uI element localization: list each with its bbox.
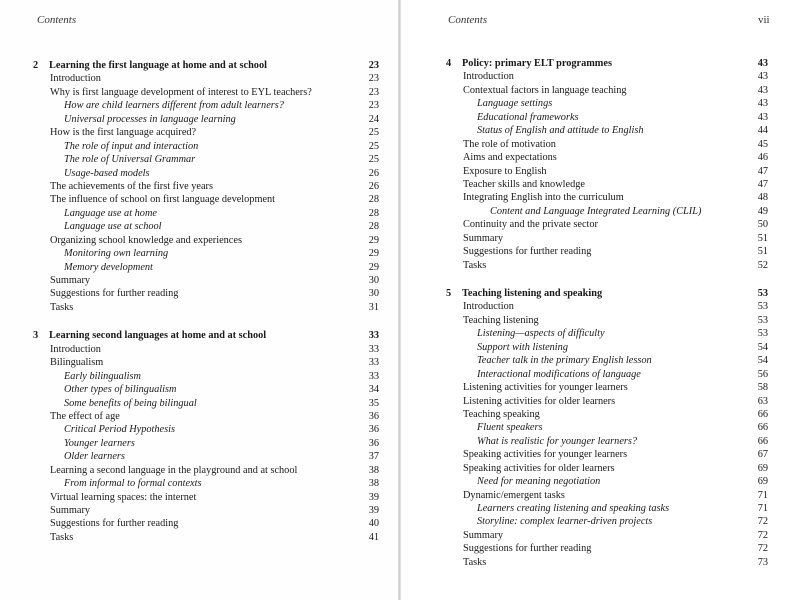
toc-section-entry[interactable]	[446, 462, 768, 475]
entry-title: Tasks	[50, 531, 74, 543]
page-ref: 26	[368, 180, 379, 192]
entry-title: Tasks	[463, 556, 487, 568]
chapter-title-text: Policy: primary ELT programmes	[462, 58, 612, 69]
entry-title: Universal processes in language learning	[64, 113, 236, 125]
entry-title: Speaking activities for older learners	[463, 462, 615, 474]
page-ref: 39	[368, 491, 379, 503]
page-ref: 33	[368, 343, 379, 355]
entry-title: Summary	[50, 275, 91, 286]
toc-subsection-entry[interactable]	[446, 421, 768, 434]
entry-title: Fluent speakers	[477, 422, 543, 434]
page-ref: 25	[368, 140, 379, 152]
page-ref: 38	[368, 478, 379, 490]
page-ref: 39	[368, 505, 379, 516]
page-ref: 66	[757, 408, 768, 420]
page-ref: 66	[757, 435, 768, 447]
toc-subsection-entry[interactable]	[446, 502, 768, 515]
chapter-title	[446, 287, 602, 300]
page-ref: 23	[368, 73, 379, 85]
entry-title: Contextual factors in language teaching	[463, 84, 627, 96]
toc-chapter-heading[interactable]	[446, 57, 768, 70]
page-ref: 73	[757, 556, 768, 568]
entry-title: Summary	[463, 529, 504, 541]
page-ref: 34	[368, 384, 379, 396]
page-ref: 23	[368, 86, 379, 98]
entry-title: Suggestions for further reading	[50, 518, 179, 530]
entry-title: The effect of age	[50, 410, 120, 422]
page-ref: 36	[368, 410, 379, 422]
entry-title: Summary	[50, 505, 91, 516]
toc-section-entry[interactable]	[446, 542, 768, 555]
toc-subsection-entry[interactable]	[446, 327, 768, 340]
page-ref: 45	[757, 138, 768, 150]
entry-title: Listening activities for older learners	[463, 395, 616, 407]
page-ref: 33	[368, 330, 379, 342]
entry-title: Suggestions for further reading	[50, 288, 179, 300]
entry-title: Other types of bilingualism	[64, 384, 177, 396]
page-ref: 23	[368, 60, 379, 71]
page-ref: 43	[757, 84, 768, 96]
chapter-number: 5	[446, 288, 452, 299]
page-ref: 38	[368, 464, 379, 476]
page-ref: 29	[368, 248, 379, 260]
chapter-number: 2	[33, 60, 39, 71]
entry-title: Critical Period Hypothesis	[64, 424, 175, 436]
entry-title: The role of input and interaction	[64, 140, 199, 152]
page-ref: 37	[368, 451, 379, 463]
toc-subsection-entry[interactable]	[446, 435, 768, 448]
toc-section-entry[interactable]	[446, 448, 768, 461]
page-ref: 49	[757, 205, 768, 217]
page-ref: 36	[368, 424, 379, 436]
entry-title: Learners creating listening and speaking tasks	[477, 503, 670, 514]
toc-section-entry[interactable]	[446, 151, 768, 164]
page-ref: 40	[368, 518, 379, 530]
page-ref: 53	[757, 328, 768, 340]
entry-title: Listening activities for younger learners	[463, 382, 628, 394]
entry-title: Continuity and the private sector	[463, 219, 598, 231]
entry-title: Teaching speaking	[463, 408, 540, 420]
chapter-number: 4	[446, 58, 452, 69]
entry-title: Exposure to English	[463, 165, 547, 177]
page-ref: 25	[368, 154, 379, 166]
entry-title: Older learners	[64, 451, 125, 463]
page-ref: 48	[757, 192, 768, 204]
page-ref: 72	[757, 543, 768, 555]
entry-title: The role of motivation	[463, 138, 556, 150]
page-ref: 47	[757, 165, 768, 177]
toc-subsection-entry[interactable]	[446, 368, 768, 381]
entry-title: How are child learners different from adult learners?	[64, 100, 284, 112]
toc-section-entry[interactable]	[446, 395, 768, 408]
page-ref: 63	[757, 395, 768, 407]
entry-title: Introduction	[50, 343, 101, 355]
page-ref: 72	[757, 529, 768, 541]
toc-section-entry[interactable]	[446, 178, 768, 191]
entry-title: Learning a second language in the playground and at school	[50, 464, 298, 476]
toc-subsection-entry[interactable]	[446, 341, 768, 354]
page-ref: 46	[757, 152, 768, 164]
page-ref: 43	[757, 111, 768, 123]
page-ref: 28	[368, 221, 379, 233]
page-ref: 53	[757, 288, 768, 299]
toc-section-entry[interactable]	[446, 314, 768, 327]
entry-title: Younger learners	[64, 437, 135, 449]
toc-section-entry[interactable]	[446, 259, 768, 272]
entry-title: The achievements of the first five years	[50, 180, 213, 192]
entry-title: Interactional modifications of language	[477, 368, 641, 380]
entry-title: Bilingualism	[50, 357, 104, 369]
page-ref: 23	[368, 100, 379, 112]
page-ref: 66	[757, 422, 768, 434]
entry-title: Language settings	[477, 98, 553, 110]
entry-title: Introduction	[463, 71, 514, 83]
page-ref: 25	[368, 127, 379, 139]
entry-title: Virtual learning spaces: the internet	[50, 491, 197, 503]
toc-section-entry[interactable]	[446, 165, 768, 178]
entry-title: Status of English and attitude to English	[477, 125, 644, 137]
page-ref: 71	[757, 489, 768, 501]
entry-title: From informal to formal contexts	[64, 478, 202, 490]
toc-subsection-entry[interactable]	[446, 124, 768, 137]
toc-section-entry[interactable]	[446, 70, 768, 83]
toc-subsection-entry[interactable]	[446, 475, 768, 488]
page-ref: 28	[368, 194, 379, 206]
entry-title: Content and Language Integrated Learning (CLIL)	[490, 205, 702, 217]
chapter-title-text: Learning second languages at home and at school	[49, 330, 267, 342]
entry-title: Listening—aspects of difficulty	[477, 328, 605, 340]
page-ref: 52	[757, 259, 768, 271]
toc-subsection-entry[interactable]	[446, 205, 768, 218]
entry-title: Teacher talk in the primary English lesson	[477, 355, 652, 367]
toc-section-entry[interactable]	[446, 489, 768, 502]
toc-section-entry[interactable]	[446, 529, 768, 542]
page-ref: 30	[368, 275, 379, 286]
entry-title: Usage-based models	[64, 167, 150, 179]
running-head: Contents	[37, 14, 77, 26]
toc-subsection-entry[interactable]	[446, 97, 768, 110]
entry-title: Teaching listening	[463, 314, 539, 326]
page-ref: 41	[368, 531, 379, 543]
toc-section-entry[interactable]	[446, 138, 768, 151]
toc-section-entry[interactable]	[446, 245, 768, 258]
page-ref: 51	[757, 246, 768, 258]
entry-title: Suggestions for further reading	[463, 246, 592, 258]
page-ref: 26	[368, 167, 379, 179]
page-ref: 51	[757, 232, 768, 244]
entry-title: Aims and expectations	[463, 152, 557, 164]
entry-title: Some benefits of being bilingual	[64, 397, 197, 409]
page-ref: 56	[757, 368, 768, 380]
page-ref: 72	[757, 516, 768, 528]
page-ref: 58	[757, 382, 768, 394]
chapter-spacer	[446, 272, 768, 287]
entry-title: The influence of school on first language development	[50, 194, 276, 206]
entry-title: Summary	[463, 232, 504, 244]
entry-title: Support with listening	[477, 341, 568, 353]
entry-title: Teacher skills and knowledge	[463, 178, 585, 190]
entry-title: Integrating English into the curriculum	[463, 192, 624, 204]
page-ref: 43	[757, 98, 768, 110]
page-ref: 29	[368, 234, 379, 246]
page-ref: 69	[757, 462, 768, 474]
page-ref: 43	[757, 58, 768, 69]
toc-section-entry[interactable]	[446, 381, 768, 394]
page-ref: 31	[368, 301, 379, 313]
page-ref: 71	[757, 503, 768, 514]
toc-section-entry[interactable]	[446, 84, 768, 97]
toc-section-entry[interactable]	[446, 232, 768, 245]
entry-title: Monitoring own learning	[64, 248, 169, 260]
toc-section-entry[interactable]	[446, 218, 768, 231]
toc-section-entry[interactable]	[446, 300, 768, 313]
running-head: Contents	[448, 14, 488, 26]
toc-subsection-entry[interactable]	[446, 111, 768, 124]
entry-title: Tasks	[463, 259, 487, 271]
page-ref: 36	[368, 437, 379, 449]
toc-section-entry[interactable]	[446, 191, 768, 204]
page-number: vii	[758, 14, 770, 26]
page-ref: 67	[757, 449, 768, 461]
page-ref: 44	[757, 125, 768, 137]
toc-chapter-heading[interactable]	[446, 287, 768, 300]
chapter-title-text: Learning the first language at home and at school	[49, 60, 267, 71]
chapter-title	[446, 57, 612, 70]
entry-title: The role of Universal Grammar	[64, 154, 196, 166]
page-ref: 69	[757, 476, 768, 488]
entry-title: Storyline: complex learner-driven projects	[477, 516, 653, 528]
entry-title: Memory development	[64, 261, 153, 273]
toc-section-entry[interactable]	[446, 408, 768, 421]
entry-title: Language use at home	[64, 207, 157, 219]
chapter-title-text: Teaching listening and speaking	[462, 288, 603, 299]
entry-title: How is the first language acquired?	[50, 127, 197, 139]
entry-title: Organizing school knowledge and experiences	[50, 234, 242, 246]
entry-title: Introduction	[463, 301, 514, 313]
toc-subsection-entry[interactable]	[446, 515, 768, 528]
toc-section-entry[interactable]	[446, 556, 768, 569]
page-ref: 47	[757, 178, 768, 190]
page-ref: 53	[757, 301, 768, 313]
entry-title: What is realistic for younger learners?	[477, 435, 638, 447]
entry-title: Speaking activities for younger learners	[463, 449, 628, 461]
page-ref: 30	[368, 288, 379, 300]
entry-title: Why is first language development of interest to EYL teachers?	[50, 86, 312, 98]
page-ref: 53	[757, 314, 768, 326]
page-ref: 54	[757, 341, 768, 353]
page-ref: 35	[368, 397, 379, 409]
entry-title: Introduction	[50, 73, 101, 85]
page-ref: 33	[368, 357, 379, 369]
entry-title: Tasks	[50, 301, 74, 313]
page-ref: 28	[368, 207, 379, 219]
page-ref: 24	[368, 113, 379, 125]
entry-title: Dynamic/emergent tasks	[463, 489, 565, 501]
toc-list	[446, 57, 768, 569]
entry-title: Educational frameworks	[477, 111, 579, 123]
entry-title: Suggestions for further reading	[463, 543, 592, 555]
entry-title: Need for meaning negotiation	[477, 476, 601, 488]
toc-subsection-entry[interactable]	[446, 354, 768, 367]
chapter-number: 3	[33, 330, 39, 342]
page-ref: 33	[368, 370, 379, 382]
page-ref: 29	[368, 261, 379, 273]
page-ref: 43	[757, 71, 768, 83]
page-ref: 50	[757, 219, 768, 231]
entry-title: Early bilingualism	[64, 370, 141, 382]
entry-title: Language use at school	[64, 221, 162, 233]
page-ref: 54	[757, 355, 768, 367]
